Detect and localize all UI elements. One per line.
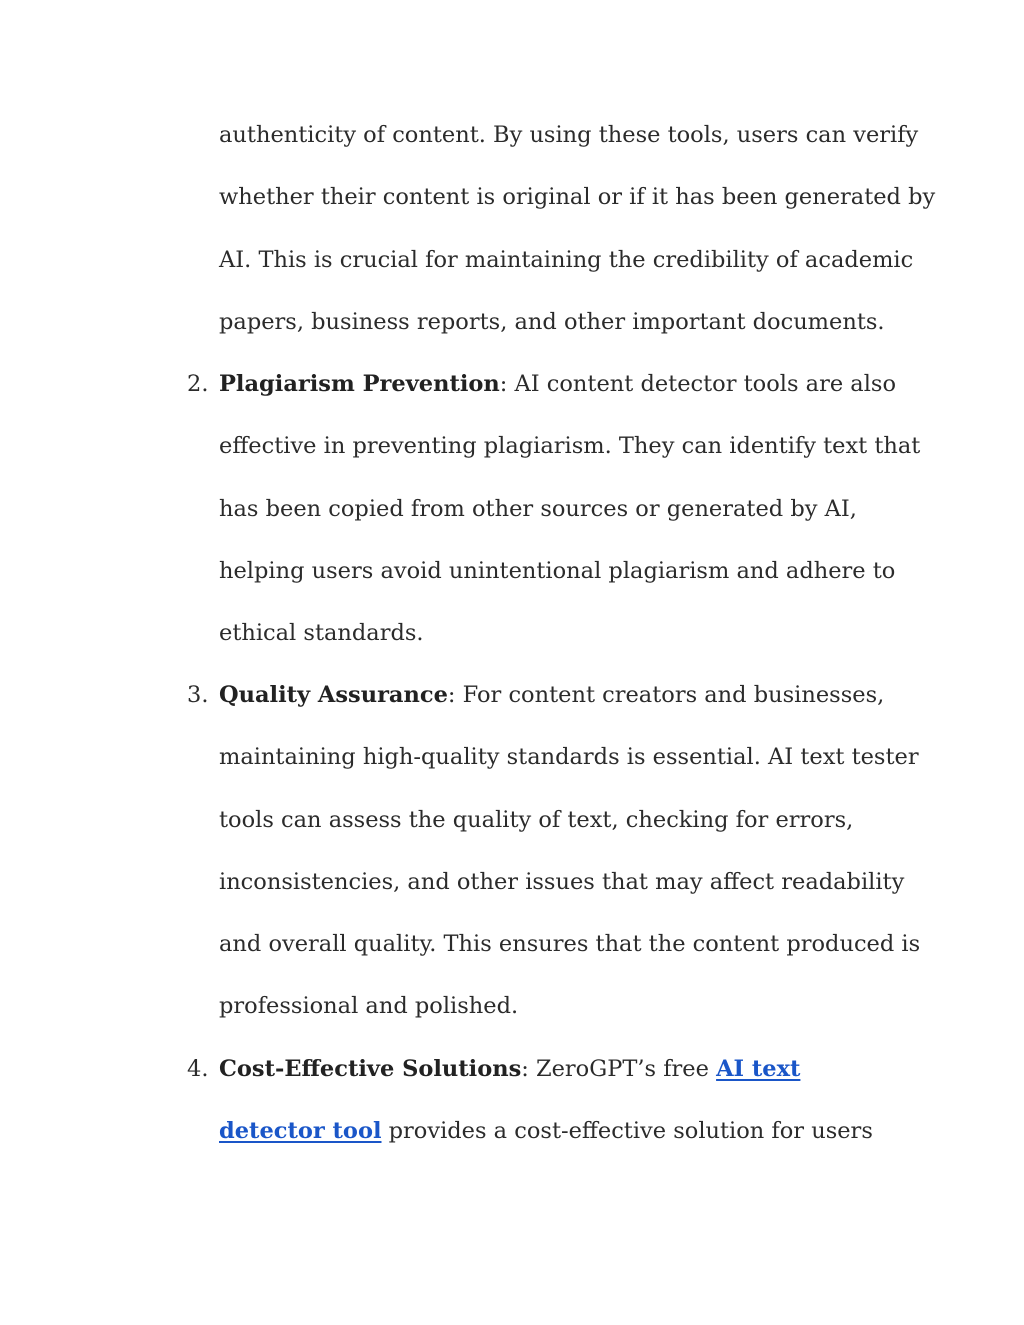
list-item-line: ethical standards. xyxy=(219,620,424,647)
list-item-term: Quality Assurance xyxy=(219,682,448,708)
list-item-text xyxy=(219,664,919,1038)
ai-text-detector-link-part1[interactable]: AI text xyxy=(716,1056,801,1082)
list-number: 3. xyxy=(187,682,209,708)
list-item-text xyxy=(219,1038,919,1163)
intro-line: authenticity of content. By using these tools, users can verify xyxy=(219,122,919,148)
intro-line: papers, business reports, and other important documents. xyxy=(219,308,885,335)
list-item-line xyxy=(219,1100,919,1162)
list-item-line: and overall quality. This ensures that the content produced is xyxy=(219,931,921,958)
list-item-line: has been copied from other sources or generated by AI, xyxy=(219,495,857,522)
list-item-line: maintaining high-quality standards is essential. AI text tester xyxy=(219,744,919,771)
list-item-line: effective in preventing plagiarism. They can identify text that xyxy=(219,433,921,460)
ai-text-detector-link-part2[interactable]: detector tool xyxy=(219,1118,382,1145)
list-item-first-line xyxy=(219,1038,919,1100)
list-item-term: Cost-Effective Solutions xyxy=(219,1056,522,1082)
list-item-line-text: provides a cost-effective solution for users xyxy=(381,1118,873,1145)
list-number: 2. xyxy=(187,371,209,397)
list-item-first-line-text: : AI content detector tools are also xyxy=(499,371,897,397)
list-item-first-line-text: : For content creators and businesses, xyxy=(447,682,885,708)
intro-line: AI. This is crucial for maintaining the credibility of academic xyxy=(219,246,914,273)
list-item-line: professional and polished. xyxy=(219,993,519,1020)
list-item-first-line-text: : ZeroGPT’s free xyxy=(521,1056,717,1082)
list-item-line: inconsistencies, and other issues that may affect readability xyxy=(219,868,905,895)
list-item-first-line xyxy=(219,353,919,415)
list-item-line: helping users avoid unintentional plagiarism and adhere to xyxy=(219,557,896,584)
list-item-term: Plagiarism Prevention xyxy=(219,371,500,397)
list-number: 4. xyxy=(187,1056,209,1082)
intro-paragraph xyxy=(219,104,936,353)
list-item-first-line xyxy=(219,664,919,726)
intro-line: whether their content is original or if it has been generated by xyxy=(219,184,936,211)
list-item-text xyxy=(219,353,919,664)
list-item-line: tools can assess the quality of text, checking for errors, xyxy=(219,806,854,833)
